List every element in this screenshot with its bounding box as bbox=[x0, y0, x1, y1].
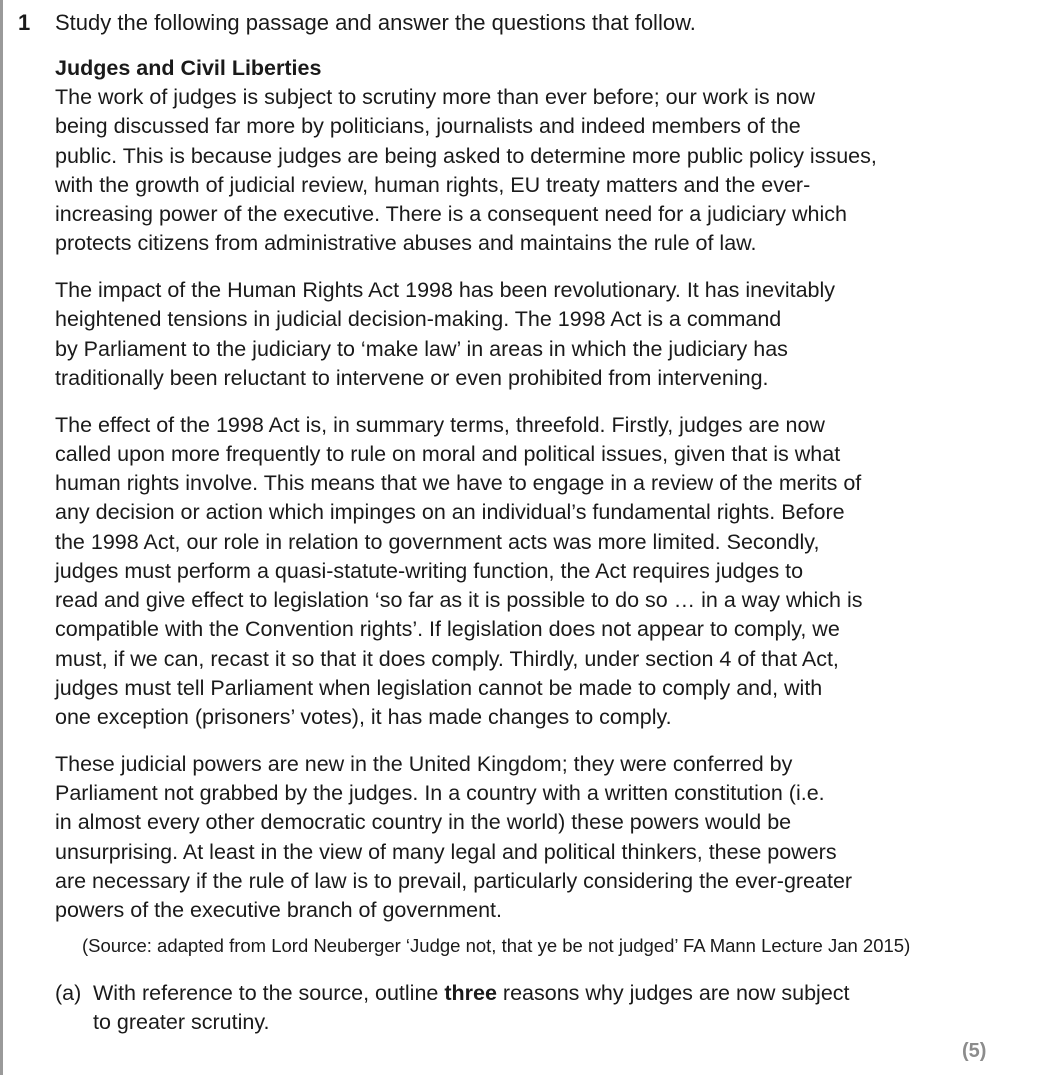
paragraph-line: read and give effect to legislation ‘so far as it is possible to do so … in a way which is bbox=[55, 588, 863, 612]
paragraph-line: The work of judges is subject to scrutiny more than ever before; our work is now bbox=[55, 85, 816, 109]
paragraph-line: traditionally been reluctant to intervene or even prohibited from intervening. bbox=[55, 365, 769, 390]
part-a-question bbox=[93, 979, 850, 1037]
paragraph-line: powers of the executive branch of government. bbox=[55, 898, 502, 922]
passage-paragraph-2 bbox=[55, 276, 995, 393]
paragraph-line: in almost every other democratic country in the world) these powers would be bbox=[55, 810, 792, 835]
paragraph-line: any decision or action which impinges on an individual’s fundamental rights. Before bbox=[55, 500, 845, 525]
paragraph-line: human rights involve. This means that we have to engage in a review of the merits of bbox=[55, 471, 862, 495]
part-a-text-after: reasons why judges are now subject bbox=[496, 981, 850, 1005]
paragraph-line: by Parliament to the judiciary to ‘make law’ in areas in which the judiciary has bbox=[55, 336, 788, 361]
passage bbox=[55, 54, 995, 943]
paragraph-line: unsurprising. At least in the view of many legal and political thinkers, these powers bbox=[55, 839, 837, 864]
paragraph-line: Parliament not grabbed by the judges. In a country with a written constitution (i.e. bbox=[55, 781, 825, 805]
left-margin-rule bbox=[0, 0, 3, 1075]
paragraph-line: judges must tell Parliament when legislation cannot be made to comply and, with bbox=[55, 675, 823, 700]
paragraph-line: called upon more frequently to rule on moral and political issues, given that is what bbox=[55, 441, 841, 466]
source-citation: (Source: adapted from Lord Neuberger ‘Judge not, that ye be not judged’ FA Mann Lecture Jan 2015) bbox=[82, 935, 911, 956]
paragraph-line: protects citizens from administrative abuses and maintains the rule of law. bbox=[55, 231, 757, 256]
paragraph-line: judges must perform a quasi-statute-writing function, the Act requires judges to bbox=[55, 558, 804, 583]
part-a-line-1 bbox=[93, 979, 850, 1008]
part-a-text-before: With reference to the source, outline bbox=[93, 981, 445, 1005]
passage-paragraph-3 bbox=[55, 411, 995, 733]
paragraph-line: the 1998 Act, our role in relation to government acts was more limited. Secondly, bbox=[55, 529, 820, 554]
part-a-label: (a) bbox=[55, 981, 82, 1005]
paragraph-line: being discussed far more by politicians, journalists and indeed members of the bbox=[55, 114, 801, 139]
paragraph-line: These judicial powers are new in the United Kingdom; they were conferred by bbox=[55, 751, 793, 776]
question-intro: Study the following passage and answer the questions that follow. bbox=[55, 10, 696, 35]
part-a-emphasis: three bbox=[444, 981, 497, 1005]
paragraph-line: The effect of the 1998 Act is, in summary terms, threefold. Firstly, judges are now bbox=[55, 412, 825, 437]
paragraph-line: one exception (prisoners’ votes), it has made changes to comply. bbox=[55, 705, 672, 729]
part-a-line-2: to greater scrutiny. bbox=[93, 1010, 270, 1034]
paragraph-line: increasing power of the executive. There is a consequent need for a judiciary which bbox=[55, 202, 847, 226]
question-number: 1 bbox=[18, 10, 31, 35]
paragraph-line: heightened tensions in judicial decision-making. The 1998 Act is a command bbox=[55, 307, 782, 332]
passage-paragraph-4 bbox=[55, 750, 995, 926]
passage-paragraph-1 bbox=[55, 83, 995, 259]
paragraph-line: with the growth of judicial review, human rights, EU treaty matters and the ever- bbox=[55, 172, 811, 197]
paragraph-line: The impact of the Human Rights Act 1998 has been revolutionary. It has inevitably bbox=[55, 278, 836, 302]
paragraph-line: compatible with the Convention rights’. If legislation does not appear to comply, we bbox=[55, 617, 840, 642]
paragraph-line: are necessary if the rule of law is to prevail, particularly considering the ever-greater bbox=[55, 868, 853, 893]
paragraph-line: must, if we can, recast it so that it does comply. Thirdly, under section 4 of that Act, bbox=[55, 646, 839, 671]
paragraph-line: public. This is because judges are being asked to determine more public policy issues, bbox=[55, 143, 877, 168]
marks-allocation: (5) bbox=[962, 1040, 987, 1062]
passage-title: Judges and Civil Liberties bbox=[55, 56, 322, 80]
